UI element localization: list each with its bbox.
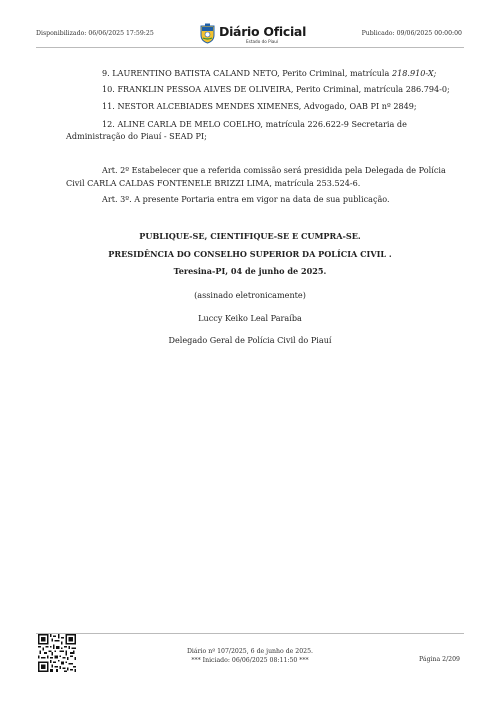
page-number: Página 2/209: [419, 656, 460, 663]
footer-started: *** Iniciado: 06/06/2025 08:11:50 ***: [191, 656, 309, 664]
footer-divider: [36, 633, 464, 634]
member-item-11: 11. NESTOR ALCEBIADES MENDES XIMENES, Advogado, OAB PI nº 2849;: [102, 101, 417, 111]
article-2-line2: Civil CARLA CALDAS FONTENELE BRIZZI LIMA, matrícula 253.524-6.: [66, 178, 361, 188]
item9-text: 9. LAURENTINO BATISTA CALAND NETO, Perito Criminal, matrícula: [102, 68, 392, 78]
header-available-date: Disponibilizado: 06/06/2025 17:59:25: [36, 30, 154, 37]
item9-registration: 218.910-X;: [391, 68, 437, 78]
article-3: Art. 3º. A presente Portaria entra em vigor na data de sua publicação.: [102, 194, 390, 204]
member-item-9: [102, 68, 436, 79]
signature-note: (assinado eletronicamente): [194, 290, 306, 300]
publique-heading: PUBLIQUE-SE, CIENTIFIQUE-SE E CUMPRA-SE.: [139, 231, 361, 241]
signer-name: Luccy Keiko Leal Paraíba: [198, 313, 302, 323]
footer-edition-info: [150, 648, 350, 665]
logo-title: Diário Oficial: [219, 24, 307, 39]
footer-edition: Diário nº 107/2025, 6 de junho de 2025.: [186, 648, 314, 655]
member-item-12-line2: Administração do Piauí - SEAD PI;: [66, 131, 207, 141]
logo-subtitle: Estado do Piauí: [246, 39, 279, 44]
header-published-date: Publicado: 09/06/2025 00:00:00: [361, 30, 462, 37]
diario-oficial-logo: [199, 23, 307, 45]
qr-code-icon[interactable]: [38, 634, 76, 672]
signer-role: Delegado Geral de Polícia Civil do Piauí: [168, 335, 332, 345]
article-2-line1: Art. 2º Estabelecer que a referida comissão será presidida pela Delegada de Polícia: [102, 165, 446, 175]
member-item-10: 10. FRANKLIN PESSOA ALVES DE OLIVEIRA, Perito Criminal, matrícula 286.794-0;: [102, 84, 450, 94]
member-item-12-line1: 12. ALINE CARLA DE MELO COELHO, matrícula 226.622-9 Secretaria de: [102, 119, 407, 129]
state-crest-icon: [199, 23, 216, 44]
place-date: Teresina-PI, 04 de junho de 2025.: [173, 266, 327, 276]
header-divider: [36, 47, 464, 48]
presidencia-heading: PRESIDÊNCIA DO CONSELHO SUPERIOR DA POLÍCIA CIVIL .: [108, 249, 392, 259]
